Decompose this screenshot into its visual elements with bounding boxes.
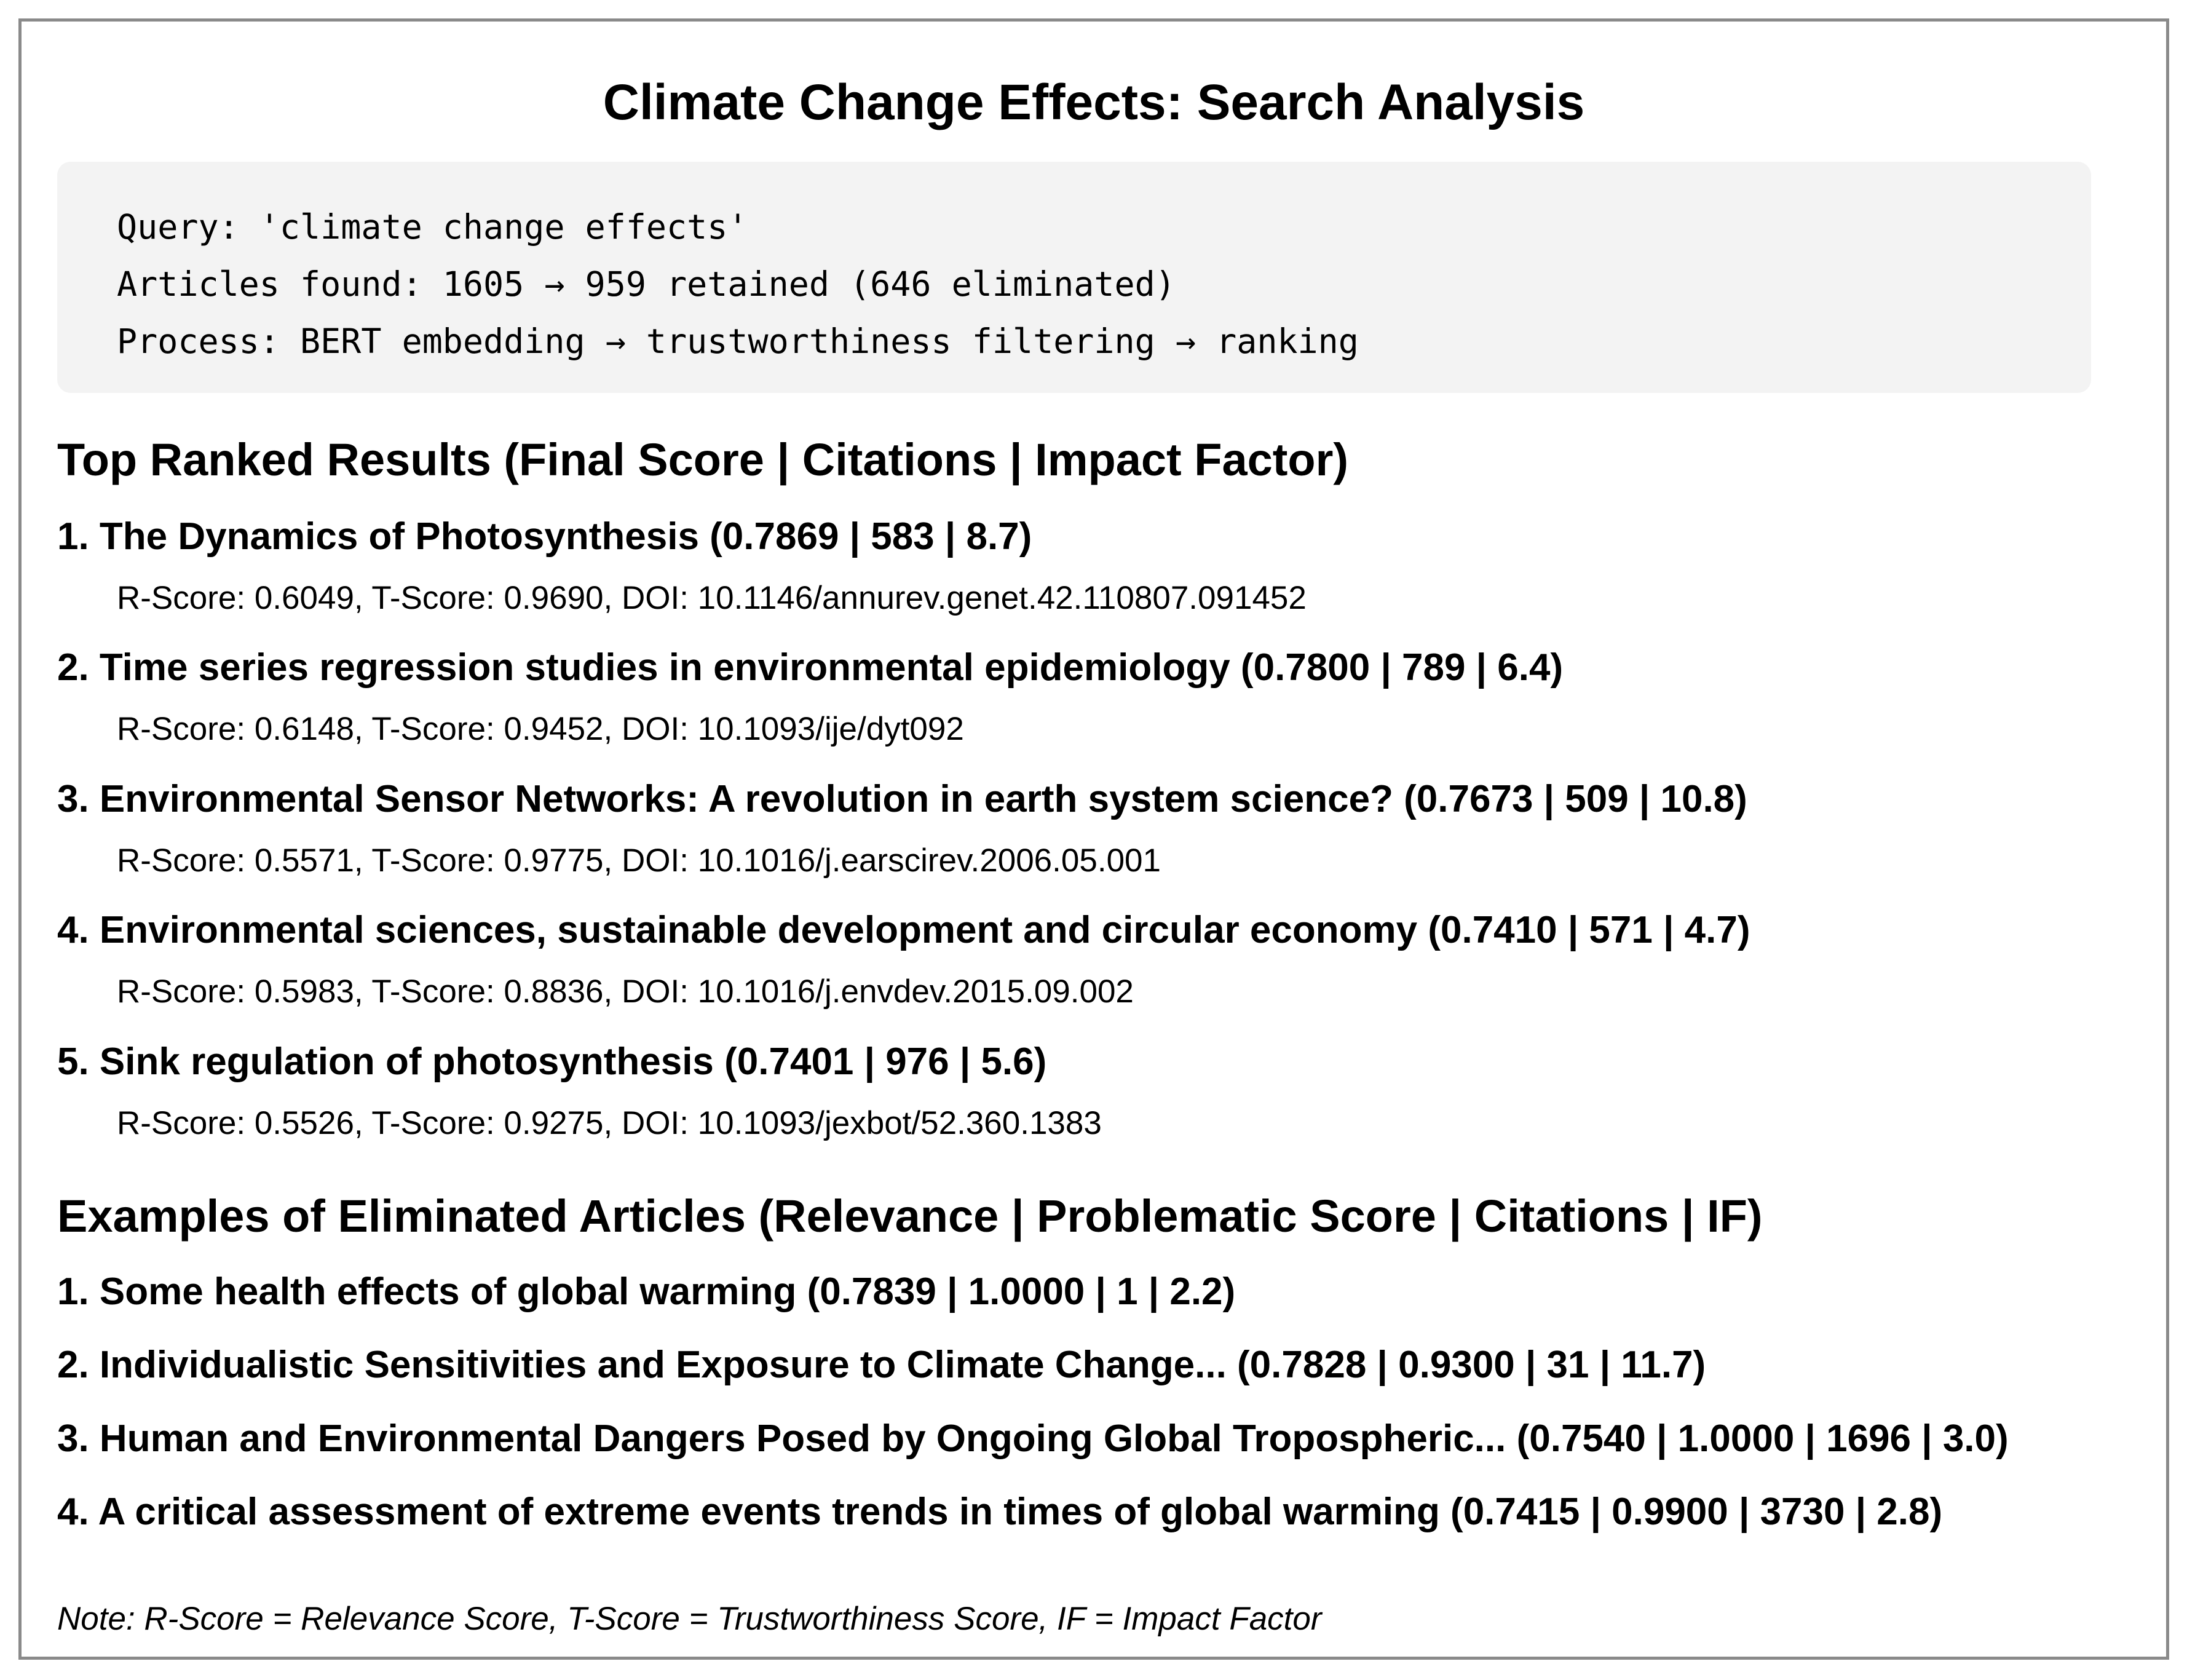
analysis-panel <box>18 18 2169 1660</box>
eliminated-item: 4. A critical assessment of extreme events trends in times of global warming (0.7415 | 0.9900 | 3730 | 2.8) <box>57 1491 1943 1533</box>
eliminated-heading: Examples of Eliminated Articles (Relevance | Problematic Score | Citations | IF) <box>57 1191 1763 1242</box>
top-results-heading: Top Ranked Results (Final Score | Citations | Impact Factor) <box>57 434 1349 485</box>
eliminated-item: 2. Individualistic Sensitivities and Exposure to Climate Change... (0.7828 | 0.9300 | 31 | 11.7) <box>57 1344 1706 1386</box>
footnote: Note: R-Score = Relevance Score, T-Score = Trustworthiness Score, IF = Impact Factor <box>57 1601 1322 1637</box>
result-title: 3. Environmental Sensor Networks: A revolution in earth system science? (0.7673 | 509 | 10.8) <box>57 778 1747 820</box>
query-line: Query: 'climate change effects' <box>117 207 748 247</box>
result-detail: R-Score: 0.5983, T-Score: 0.8836, DOI: 10.1016/j.envdev.2015.09.002 <box>117 973 1134 1010</box>
result-title: 1. The Dynamics of Photosynthesis (0.7869 | 583 | 8.7) <box>57 515 1032 558</box>
result-title: 4. Environmental sciences, sustainable development and circular economy (0.7410 | 571 | 4.7) <box>57 909 1750 951</box>
articles-found-line: Articles found: 1605 → 959 retained (646 eliminated) <box>117 264 1176 304</box>
page-title: Climate Change Effects: Search Analysis <box>603 74 1585 130</box>
result-detail: R-Score: 0.5526, T-Score: 0.9275, DOI: 10.1093/jexbot/52.360.1383 <box>117 1105 1102 1141</box>
eliminated-item: 3. Human and Environmental Dangers Posed by Ongoing Global Tropospheric... (0.7540 | 1.0000 | 1696 | 3.0) <box>57 1417 2009 1460</box>
query-summary-box <box>57 162 2091 393</box>
result-detail: R-Score: 0.6148, T-Score: 0.9452, DOI: 10.1093/ije/dyt092 <box>117 711 964 747</box>
result-detail: R-Score: 0.6049, T-Score: 0.9690, DOI: 10.1146/annurev.genet.42.110807.091452 <box>117 580 1307 616</box>
eliminated-item: 1. Some health effects of global warming (0.7839 | 1.0000 | 1 | 2.2) <box>57 1270 1236 1313</box>
result-title: 2. Time series regression studies in environmental epidemiology (0.7800 | 789 | 6.4) <box>57 646 1564 689</box>
result-detail: R-Score: 0.5571, T-Score: 0.9775, DOI: 10.1016/j.earscirev.2006.05.001 <box>117 842 1161 879</box>
result-title: 5. Sink regulation of photosynthesis (0.7401 | 976 | 5.6) <box>57 1040 1047 1083</box>
process-line: Process: BERT embedding → trustworthiness filtering → ranking <box>117 322 1359 361</box>
